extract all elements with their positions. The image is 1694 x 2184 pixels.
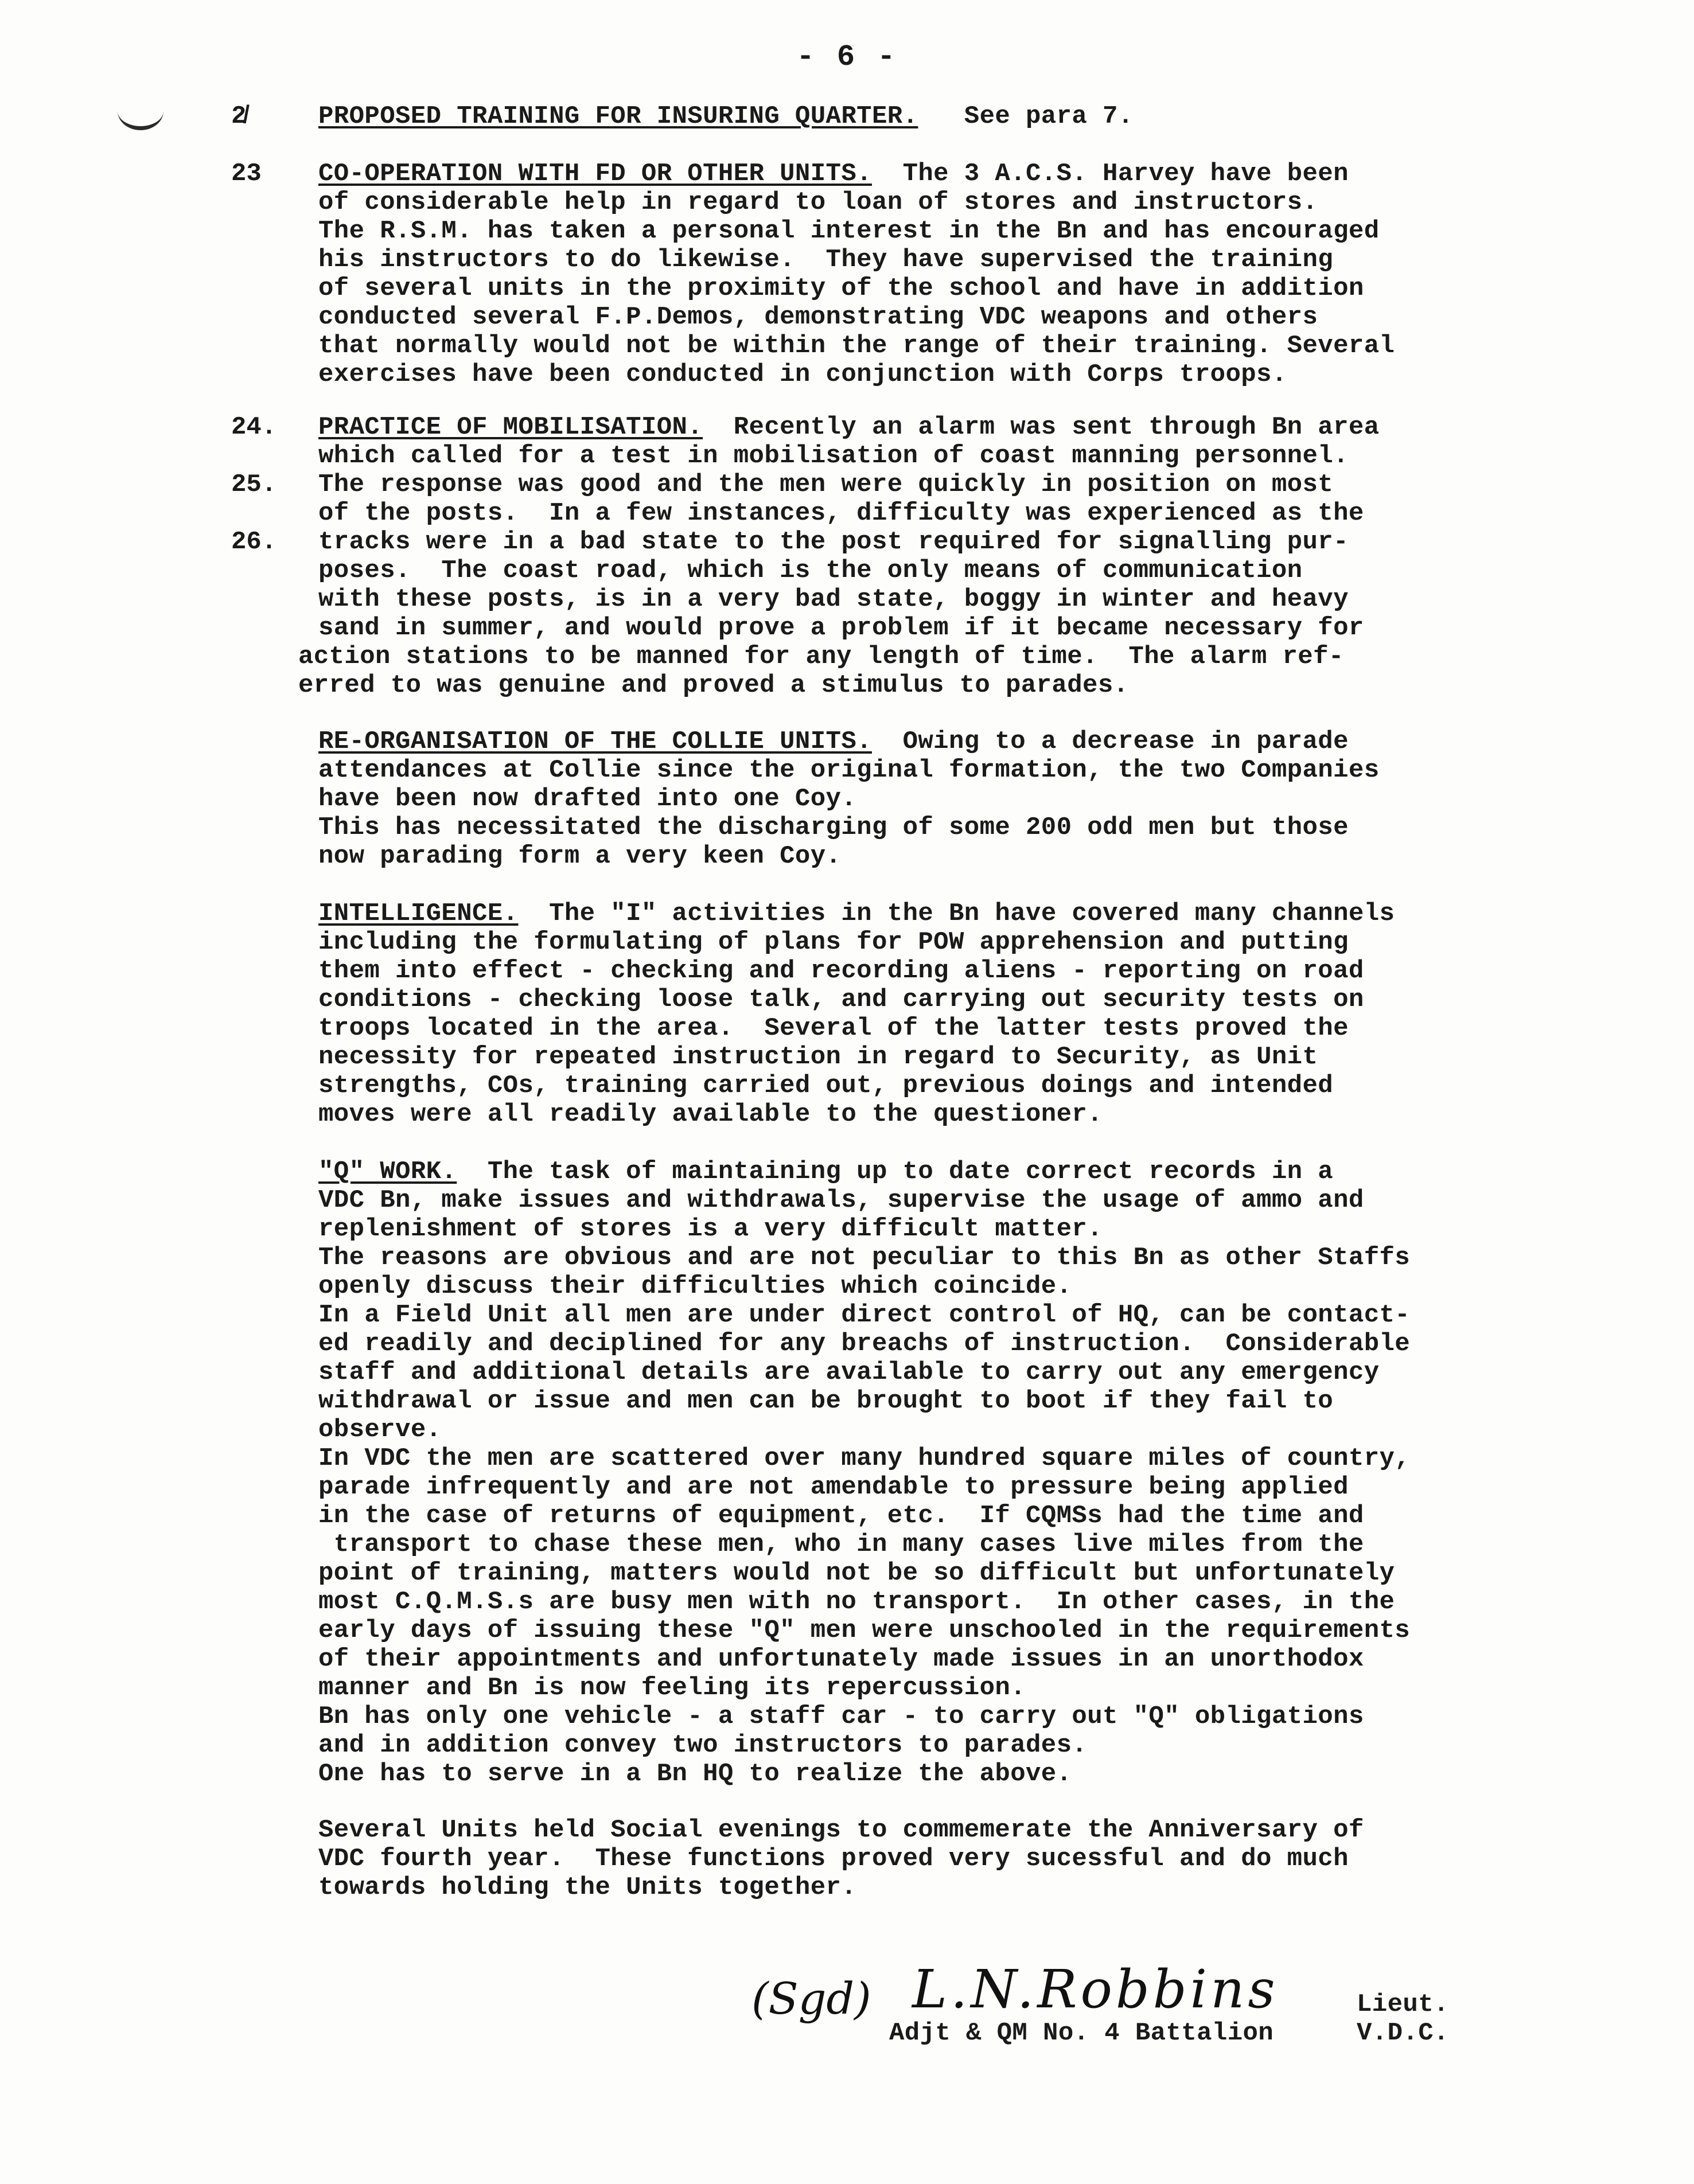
paragraph-line	[318, 159, 1349, 188]
paragraph-line: early days of issuing these "Q" men were unschooled in the requirements	[318, 1616, 1411, 1645]
paragraph-line: exercises have been conducted in conjunction with Corps troops.	[318, 360, 1287, 389]
paragraph-line: openly discuss their difficulties which coincide.	[318, 1272, 1072, 1301]
paragraph-line: action stations to be manned for any length of time. The alarm ref-	[298, 642, 1344, 671]
paragraph-line: with these posts, is in a very bad state, boggy in winter and heavy	[318, 585, 1349, 614]
paragraph-line: transport to chase these men, who in many cases live miles from the	[318, 1530, 1364, 1559]
paragraph-line: VDC fourth year. These functions proved very sucessful and do much	[318, 1844, 1349, 1873]
paragraph-line: The response was good and the men were quickly in position on most	[318, 470, 1334, 499]
paragraph-line: erred to was genuine and proved a stimulus to parades.	[298, 671, 1129, 700]
paragraph-line: necessity for repeated instruction in regard to Security, as Unit	[318, 1043, 1318, 1071]
paragraph-line: of considerable help in regard to loan of stores and instructors.	[318, 188, 1318, 217]
paragraph-line	[318, 727, 1349, 756]
line-text: Recently an alarm was sent through Bn area	[703, 413, 1380, 442]
handwritten-tick-mark	[118, 92, 163, 130]
page-number: - 6 -	[796, 40, 898, 74]
paragraph-line: point of training, matters would not be so difficult but unfortunately	[318, 1559, 1395, 1588]
paragraph-line: of the posts. In a few instances, difficulty was experienced as the	[318, 499, 1364, 528]
paragraph-line: towards holding the Units together.	[318, 1873, 857, 1902]
paragraph-line: withdrawal or issue and men can be brought to boot if they fail to	[318, 1387, 1334, 1415]
para-number-22: 2̸	[231, 102, 247, 131]
paragraph-line: observe.	[318, 1415, 442, 1444]
section-heading: CO-OPERATION WITH FD OR OTHER UNITS.	[318, 159, 872, 188]
paragraph-line: of their appointments and unfortunately made issues in an unorthodox	[318, 1645, 1364, 1674]
section-heading: PROPOSED TRAINING FOR INSURING QUARTER.	[318, 102, 918, 131]
paragraph-line: This has necessitated the discharging of some 200 odd men but those	[318, 813, 1349, 842]
paragraph-line: One has to serve in a Bn HQ to realize the above.	[318, 1760, 1072, 1788]
paragraph-line: manner and Bn is now feeling its repercussion.	[318, 1674, 1026, 1702]
paragraph-line: which called for a test in mobilisation of coast manning personnel.	[318, 442, 1349, 470]
paragraph-line: ed readily and deciplined for any breachs of instruction. Considerable	[318, 1329, 1411, 1358]
para-number-24: 24.	[231, 413, 277, 442]
signature-unit: V.D.C.	[1357, 2019, 1449, 2047]
paragraph-line: poses. The coast road, which is the only means of communication	[318, 556, 1303, 585]
paragraph-line: tracks were in a bad state to the post required for signalling pur-	[318, 528, 1349, 556]
paragraph-line: conducted several F.P.Demos, demonstrating VDC weapons and others	[318, 303, 1318, 332]
paragraph-line: staff and additional details are available to carry out any emergency	[318, 1358, 1380, 1387]
paragraph-line: and in addition convey two instructors to parades.	[318, 1731, 1088, 1760]
paragraph-line	[318, 102, 1134, 131]
para-number-25: 25.	[231, 470, 277, 499]
handwritten-signature: L.N.Robbins	[912, 1959, 1279, 2020]
line-text: The 3 A.C.S. Harvey have been	[871, 159, 1349, 188]
signature-rank: Lieut.	[1357, 1990, 1449, 2019]
paragraph-line	[318, 1157, 1333, 1186]
paragraph-line: have been now drafted into one Coy.	[318, 785, 857, 813]
section-heading: RE-ORGANISATION OF THE COLLIE UNITS.	[318, 727, 872, 756]
paragraph-line: conditions - checking loose talk, and carrying out security tests on	[318, 985, 1364, 1014]
section-heading: INTELLIGENCE.	[318, 899, 519, 928]
paragraph-line: in the case of returns of equipment, etc. If CQMSs had the time and	[318, 1502, 1364, 1530]
paragraph-line: moves were all readily available to the questioner.	[318, 1100, 1103, 1129]
paragraph-line: Bn has only one vehicle - a staff car - to carry out "Q" obligations	[318, 1702, 1364, 1731]
signature-sgd: (Sgd)	[751, 1973, 871, 2024]
paragraph-line: In a Field Unit all men are under direct control of HQ, can be contact-	[318, 1301, 1411, 1329]
paragraph-line	[318, 413, 1380, 442]
para-number-23: 23	[231, 159, 262, 188]
paragraph-line: VDC Bn, make issues and withdrawals, supervise the usage of ammo and	[318, 1186, 1364, 1215]
paragraph-line: of several units in the proximity of the school and have in addition	[318, 274, 1364, 303]
paragraph-line: now parading form a very keen Coy.	[318, 842, 842, 871]
paragraph-line: troops located in the area. Several of the latter tests proved the	[318, 1014, 1349, 1043]
signature-title: Adjt & QM No. 4 Battalion	[889, 2019, 1274, 2047]
paragraph-line: his instructors to do likewise. They have supervised the training	[318, 245, 1334, 274]
paragraph-line	[318, 899, 1395, 928]
line-text: The "I" activities in the Bn have covered many channels	[518, 899, 1395, 928]
paragraph-line: parade infrequently and are not amendable to pressure being applied	[318, 1473, 1349, 1502]
line-text: The task of maintaining up to date correct records in a	[457, 1157, 1334, 1186]
paragraph-line: attendances at Collie since the original formation, the two Companies	[318, 756, 1380, 785]
paragraph-line: In VDC the men are scattered over many hundred square miles of country,	[318, 1444, 1411, 1473]
paragraph-line: including the formulating of plans for POW apprehension and putting	[318, 928, 1349, 957]
paragraph-line: them into effect - checking and recording aliens - reporting on road	[318, 957, 1364, 985]
section-heading: "Q" WORK.	[318, 1157, 457, 1186]
line-text: See para 7.	[918, 102, 1134, 131]
paragraph-line: most C.Q.M.S.s are busy men with no transport. In other cases, in the	[318, 1588, 1395, 1616]
line-text: Owing to a decrease in parade	[871, 727, 1349, 756]
paragraph-line: Several Units held Social evenings to commemerate the Anniversary of	[318, 1816, 1364, 1844]
paragraph-line: strengths, COs, training carried out, previous doings and intended	[318, 1071, 1334, 1100]
para-number-26: 26.	[231, 528, 277, 556]
section-heading: PRACTICE OF MOBILISATION.	[318, 413, 703, 442]
paragraph-line: sand in summer, and would prove a problem if it became necessary for	[318, 614, 1364, 642]
paragraph-line: The reasons are obvious and are not peculiar to this Bn as other Staffs	[318, 1243, 1411, 1272]
paragraph-line: that normally would not be within the range of their training. Several	[318, 332, 1395, 360]
paragraph-line: The R.S.M. has taken a personal interest in the Bn and has encouraged	[318, 217, 1380, 245]
paragraph-line: replenishment of stores is a very difficult matter.	[318, 1215, 1103, 1243]
